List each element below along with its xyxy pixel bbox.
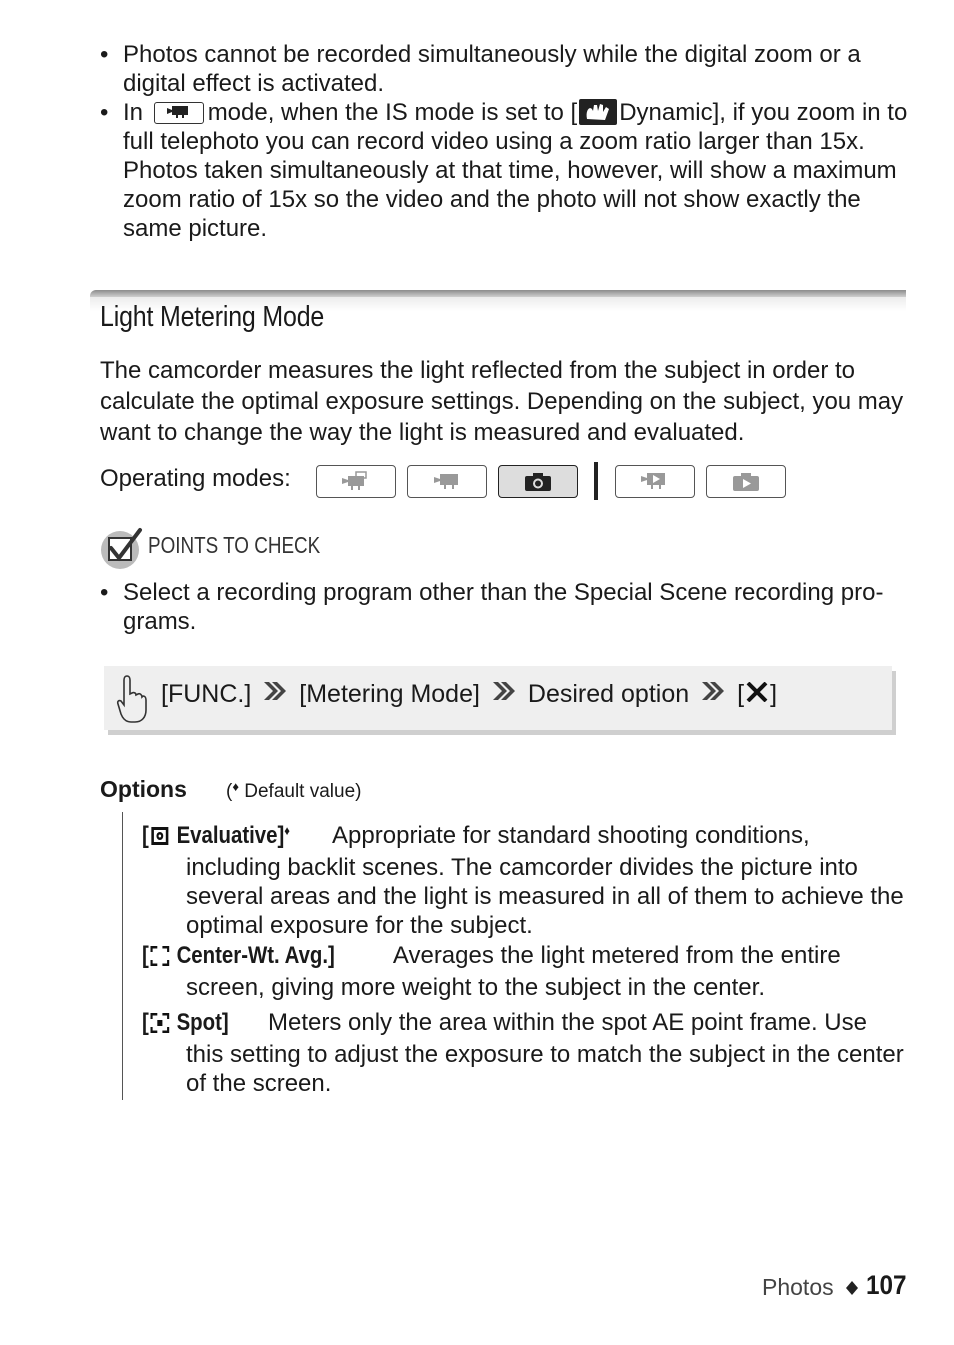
func-step-2: [Metering Mode] — [299, 680, 480, 708]
photo-playback-mode-icon — [706, 465, 786, 498]
touch-hand-icon — [116, 674, 148, 729]
option-term: Center-Wt. Avg.] — [176, 942, 335, 969]
evaluative-metering-icon — [151, 824, 170, 853]
operating-modes-label: Operating modes: — [100, 465, 291, 492]
chevron-right-icon — [491, 680, 517, 709]
video-playback-mode-icon — [615, 465, 695, 498]
option-term: Evaluative] — [176, 822, 285, 849]
func-step-4: [ — [737, 680, 745, 708]
default-diamond-icon: ♦ — [232, 779, 239, 794]
option-term: Spot] — [176, 1009, 229, 1036]
option-desc: including backlit scenes. The camcorder divides the picture into several areas and the light is measured in all of them to achieve the optimal exposure for the subject. — [186, 854, 904, 939]
default-value-note: (♦ Default value) — [226, 779, 362, 802]
chevron-right-icon — [262, 680, 288, 709]
options-title: Options — [100, 776, 187, 802]
option-desc-start: Appropriate for standard shooting conditions, — [332, 822, 810, 849]
intro-bullet-list — [100, 40, 910, 243]
camera-mode-icon — [498, 465, 578, 498]
intro-bullet-1: • Photos cannot be recorded simultaneously while the digital zoom or a digital effect is activated. — [100, 41, 861, 97]
option-spot: [ Spot] Meters only the area within the spot AE point frame. Use this setting to adjust the exposure to match the subject in the center of the screen. — [142, 1009, 904, 1097]
page-number: 107 — [866, 1270, 907, 1300]
chevron-right-icon — [700, 680, 726, 709]
options-rule — [122, 812, 123, 1100]
func-step-1: [FUNC.] — [161, 680, 252, 708]
intro-bullet-2: • In mode, when the IS mode is set to [ Dynamic], if you zoom in to full telephoto you can record video using a zoom ratio larger than 15x. Photos taken simultaneously at that time, however, will show a maximum zoom ratio of 15x so the video and the photo will not show exactly the same picture. — [100, 99, 908, 242]
section-title: Light Metering Mode — [100, 301, 325, 333]
dynamic-is-icon — [579, 99, 617, 125]
footer-diamond-icon — [846, 1281, 858, 1300]
auto-video-mode-icon — [316, 465, 396, 498]
option-center-weighted: [ Center-Wt. Avg.] Averages the light metered from the entire screen, giving more weight to the subject in the center. — [142, 942, 841, 1001]
func-step-close: ] — [770, 680, 778, 708]
section-description: The camcorder measures the light reflected from the subject in order to calculate the optimal exposure settings. Depending on the subject, you may want to change the way the light is measured and evaluated. — [100, 357, 904, 446]
check-bullet: • Select a recording program other than the Special Scene recording pro-grams. — [100, 579, 884, 635]
points-to-check-icon — [100, 527, 146, 576]
mode-separator — [594, 462, 598, 500]
footer-section-name: Photos — [762, 1274, 834, 1300]
video-mode-icon — [407, 465, 487, 498]
center-weighted-icon — [151, 944, 170, 973]
func-sequence — [161, 680, 777, 709]
spot-metering-icon — [151, 1011, 170, 1040]
points-to-check-label: POINTS TO CHECK — [148, 532, 321, 558]
func-procedure-box — [104, 666, 892, 730]
func-step-3: Desired option — [527, 680, 690, 708]
close-x-icon — [746, 680, 768, 709]
video-mode-icon — [154, 102, 204, 124]
option-evaluative: [ Evaluative]♦ Appropriate for standard shooting conditions, including backlit scenes. The camcorder divides the picture into several areas and the light is measured in all of them to achieve the optimal exposure for the subject. — [142, 816, 910, 940]
